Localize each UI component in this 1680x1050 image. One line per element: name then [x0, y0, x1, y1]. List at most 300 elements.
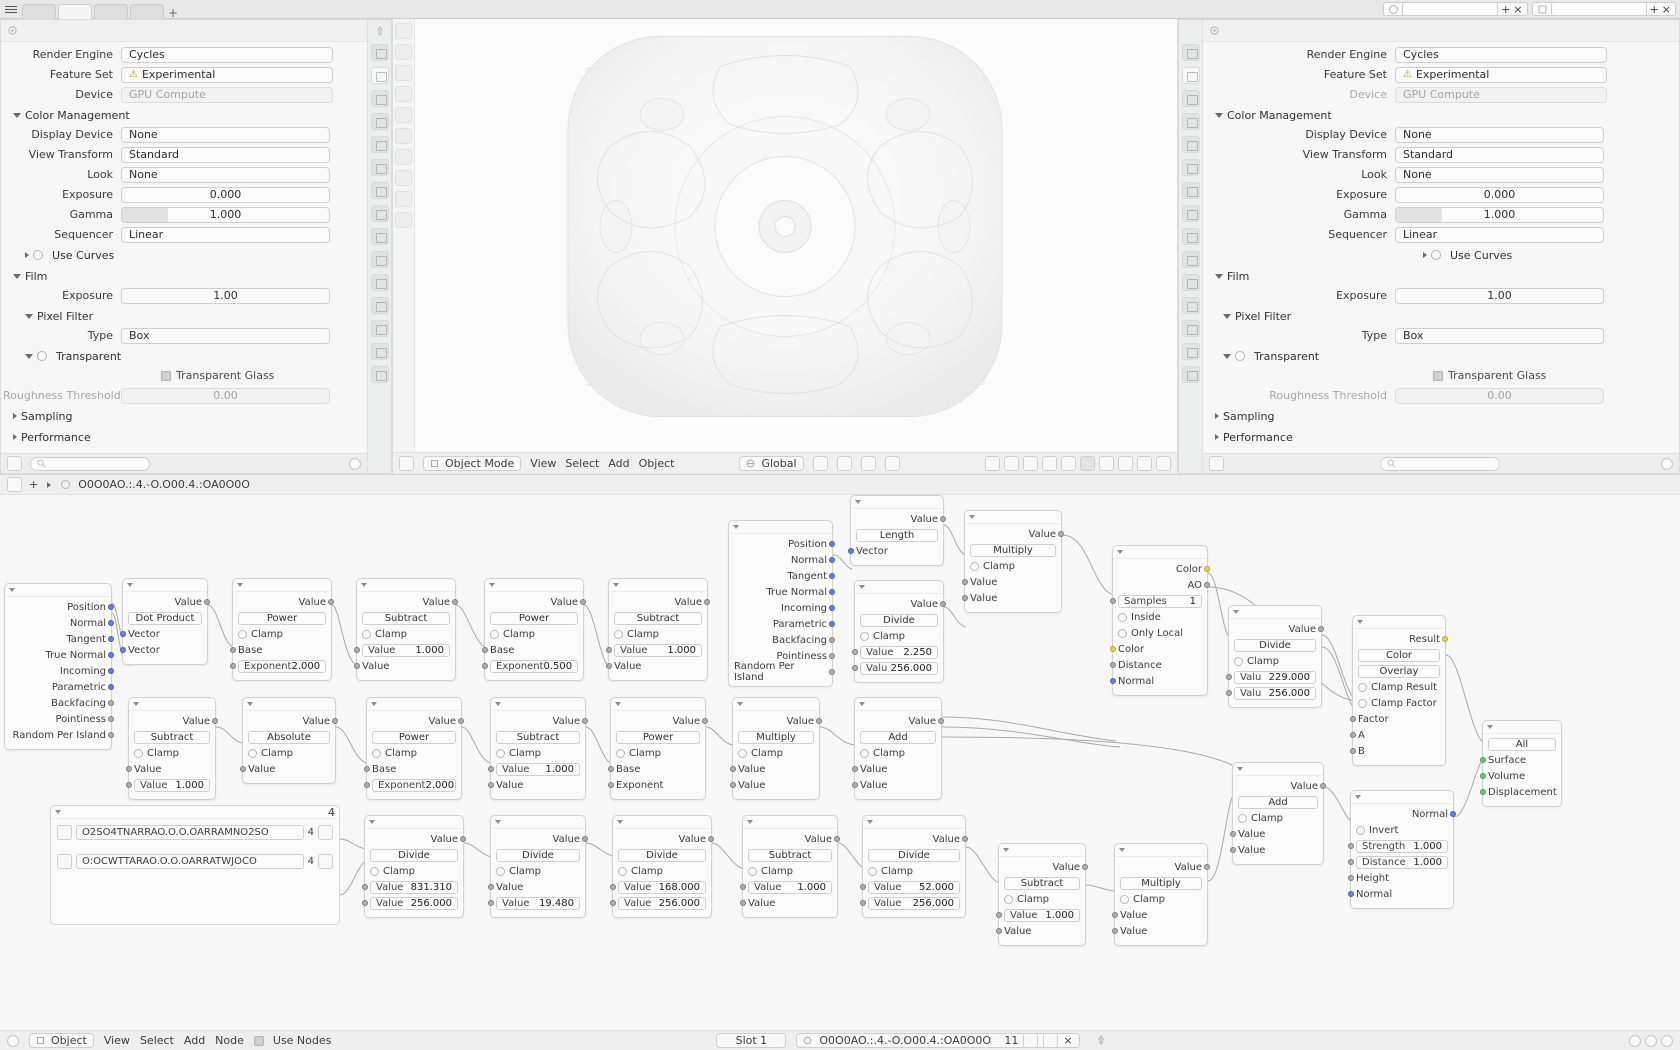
node-header[interactable]	[999, 844, 1085, 857]
node-checkbox-clamp[interactable]	[496, 746, 580, 760]
value-field[interactable]	[748, 881, 832, 894]
checkbox[interactable]	[1358, 699, 1367, 708]
input-socket[interactable]	[120, 647, 126, 653]
node-header[interactable]	[965, 511, 1061, 524]
node-header[interactable]	[123, 579, 207, 592]
checkbox[interactable]	[618, 867, 627, 876]
node-output-value[interactable]	[856, 512, 938, 526]
node-operation-dropdown[interactable]	[1238, 795, 1318, 809]
node-output-normal[interactable]	[734, 553, 827, 567]
checkbox[interactable]	[496, 749, 505, 758]
image-browse-icon[interactable]	[57, 854, 72, 869]
output-socket[interactable]	[1082, 864, 1088, 870]
roughness-threshold-slider[interactable]	[1395, 388, 1604, 404]
physics-tab-icon[interactable]	[371, 274, 389, 291]
input-socket[interactable]	[488, 782, 494, 788]
output-socket[interactable]	[704, 599, 710, 605]
scene-tab-icon[interactable]	[1182, 136, 1200, 153]
node-math_power4[interactable]	[610, 697, 706, 800]
editor-type-button[interactable]	[1209, 456, 1224, 471]
node-math_sub6[interactable]	[998, 843, 1086, 946]
view-transform-dropdown[interactable]	[1395, 147, 1604, 163]
interaction-mode-dropdown[interactable]	[423, 456, 521, 471]
input-socket[interactable]	[1480, 773, 1486, 779]
node-operation-dropdown[interactable]	[128, 611, 202, 625]
output-socket[interactable]	[829, 605, 835, 611]
transform-orientation-dropdown[interactable]	[739, 456, 803, 471]
node-operation-dropdown[interactable]	[496, 848, 580, 862]
node-input-normal[interactable]	[1118, 674, 1202, 688]
input-socket[interactable]	[860, 884, 866, 890]
node-input-displacement[interactable]	[1488, 785, 1556, 799]
node-input-vector[interactable]	[128, 643, 202, 657]
image-name-field-2[interactable]: O:OCWTTARAO.O.O.OARRATWJOCO	[76, 854, 304, 869]
shading-wireframe-icon[interactable]	[1061, 456, 1076, 471]
node-input-value[interactable]	[1238, 827, 1318, 841]
node-value-field[interactable]	[614, 643, 702, 657]
properties-options-button[interactable]	[349, 458, 361, 470]
node-header[interactable]	[851, 496, 943, 509]
node-output-value[interactable]	[738, 714, 814, 728]
node-value-field[interactable]	[860, 661, 938, 675]
pixel-filter-type-dropdown[interactable]	[121, 328, 330, 344]
node-math_sub2[interactable]	[608, 578, 708, 681]
node-checkbox-clamp[interactable]	[238, 627, 326, 641]
object-tab-icon[interactable]	[371, 205, 389, 222]
node-operation-dropdown[interactable]	[1004, 876, 1080, 890]
node-checkbox-clamp[interactable]	[248, 746, 330, 760]
value-field[interactable]	[372, 779, 456, 792]
node-input-height[interactable]	[1356, 871, 1448, 885]
chevron-down-icon[interactable]	[237, 583, 243, 587]
output-socket[interactable]	[829, 541, 835, 547]
sequencer-dropdown[interactable]	[1395, 227, 1604, 243]
input-socket[interactable]	[1350, 748, 1356, 754]
node-output-color[interactable]	[1118, 562, 1202, 576]
select-box-tool-icon[interactable]	[395, 44, 412, 60]
workspace-tab-4[interactable]	[130, 4, 164, 19]
node-operation-dropdown[interactable]	[238, 611, 326, 625]
output-socket[interactable]	[108, 652, 114, 658]
output-socket[interactable]	[452, 599, 458, 605]
shading-rendered-icon[interactable]	[1118, 456, 1133, 471]
proportional-edit-icon[interactable]	[861, 456, 876, 471]
value-field[interactable]	[490, 660, 578, 673]
output-socket[interactable]	[829, 653, 835, 659]
editor-type-button[interactable]	[7, 1035, 19, 1047]
input-socket[interactable]	[1112, 928, 1118, 934]
input-socket[interactable]	[1348, 891, 1354, 897]
node-math_add2[interactable]	[1232, 762, 1324, 865]
node-value-field[interactable]	[134, 778, 210, 792]
node-math_sub5[interactable]	[742, 815, 838, 918]
node-value-field[interactable]	[860, 645, 938, 659]
node-operation-dropdown[interactable]	[970, 543, 1056, 557]
node-header[interactable]	[729, 521, 832, 534]
tool-tab-icon[interactable]	[1182, 44, 1200, 61]
node-input-vector[interactable]	[856, 544, 938, 558]
checkbox[interactable]	[738, 749, 747, 758]
material-slot-dropdown[interactable]	[716, 1033, 786, 1048]
input-socket[interactable]	[848, 548, 854, 554]
input-socket[interactable]	[488, 884, 494, 890]
node-math_div2[interactable]	[1228, 605, 1322, 708]
node-header[interactable]	[1113, 546, 1207, 559]
node-operation-dropdown[interactable]	[860, 613, 938, 627]
node-header[interactable]	[613, 816, 711, 829]
checkbox[interactable]	[1234, 657, 1243, 666]
chevron-down-icon[interactable]	[361, 583, 367, 587]
input-socket[interactable]	[1110, 678, 1116, 684]
gamma-slider[interactable]	[1395, 207, 1604, 223]
input-socket[interactable]	[488, 766, 494, 772]
node-header[interactable]	[233, 579, 331, 592]
node-output-random-per-island[interactable]	[734, 661, 827, 683]
node-input-value[interactable]	[362, 659, 450, 673]
node-output-normal[interactable]	[1356, 807, 1448, 821]
input-socket[interactable]	[120, 631, 126, 637]
output-socket[interactable]	[829, 589, 835, 595]
checkbox[interactable]	[616, 749, 625, 758]
value-field[interactable]	[362, 644, 450, 657]
node-value-field[interactable]	[1234, 670, 1316, 684]
node-checkbox-clamp[interactable]	[618, 864, 706, 878]
input-socket[interactable]	[740, 884, 746, 890]
checkbox[interactable]	[860, 632, 869, 641]
transparent-section[interactable]	[1205, 347, 1673, 365]
input-socket[interactable]	[996, 928, 1002, 934]
workspace-tab-2[interactable]	[58, 4, 92, 19]
shading-options-icon[interactable]	[1137, 456, 1152, 471]
node-output-backfacing[interactable]	[734, 633, 827, 647]
editor-type-button[interactable]	[7, 456, 22, 471]
display-device-dropdown[interactable]	[1395, 127, 1604, 143]
checkbox[interactable]	[1238, 814, 1247, 823]
node-output-tangent[interactable]	[10, 632, 106, 646]
output-socket[interactable]	[1320, 783, 1326, 789]
node-mixrgb[interactable]	[1352, 615, 1446, 766]
input-socket[interactable]	[996, 912, 1002, 918]
node-checkbox-clamp[interactable]	[616, 746, 700, 760]
input-socket[interactable]	[730, 782, 736, 788]
node-output-tangent[interactable]	[734, 569, 827, 583]
world-tab-icon[interactable]	[1182, 159, 1200, 176]
node-value-field[interactable]	[1356, 855, 1448, 869]
value-field[interactable]	[868, 897, 960, 910]
image-browse-icon[interactable]	[57, 825, 72, 840]
value-field[interactable]	[238, 660, 326, 673]
input-socket[interactable]	[362, 900, 368, 906]
input-socket[interactable]	[1112, 912, 1118, 918]
performance-section[interactable]	[3, 428, 385, 446]
node-math_abs[interactable]	[242, 697, 336, 784]
checkbox[interactable]	[970, 562, 979, 571]
input-socket[interactable]	[962, 579, 968, 585]
workspace-tab-3[interactable]	[94, 4, 128, 19]
node-output-position[interactable]	[734, 537, 827, 551]
node-math_sub4[interactable]	[490, 697, 586, 800]
node-vecmath_dot[interactable]	[122, 578, 208, 665]
chevron-down-icon[interactable]	[855, 500, 861, 504]
object-tab-icon[interactable]	[1182, 205, 1200, 222]
checkbox[interactable]	[134, 749, 143, 758]
node-math_div3[interactable]	[364, 815, 464, 918]
view-transform-dropdown[interactable]	[121, 147, 330, 163]
input-socket[interactable]	[1350, 716, 1356, 722]
node-input-value[interactable]	[496, 778, 580, 792]
input-socket[interactable]	[606, 663, 612, 669]
node-operation-dropdown[interactable]	[496, 730, 580, 744]
checkbox[interactable]	[496, 867, 505, 876]
workspace-tab-1[interactable]	[22, 4, 56, 19]
collection-tab-icon[interactable]	[371, 182, 389, 199]
menu-node[interactable]: Node	[215, 1034, 244, 1047]
material-tab-icon[interactable]	[1182, 343, 1200, 360]
node-header[interactable]	[609, 579, 707, 592]
node-input-value[interactable]	[1120, 924, 1202, 938]
node-input-volume[interactable]	[1488, 769, 1556, 783]
input-socket[interactable]	[606, 647, 612, 653]
input-socket[interactable]	[482, 647, 488, 653]
render-engine-dropdown[interactable]	[1395, 47, 1607, 63]
node-operation-dropdown[interactable]	[868, 848, 960, 862]
tweak-tool-icon[interactable]	[395, 23, 412, 39]
sequencer-dropdown[interactable]	[121, 227, 330, 243]
chevron-down-icon[interactable]	[247, 702, 253, 706]
material-name-field[interactable]: O0O0AO.:.4.-O.O00.4.:OA0O0O	[819, 1034, 992, 1047]
options-node-icon[interactable]	[1661, 1035, 1673, 1047]
gamma-slider[interactable]	[121, 207, 330, 223]
checkbox[interactable]	[1358, 683, 1367, 692]
fake-user-icon[interactable]	[1023, 1033, 1038, 1048]
node-input-a[interactable]	[1358, 728, 1440, 742]
node-checkbox-clamp[interactable]	[370, 864, 458, 878]
node-checkbox-inside[interactable]	[1118, 610, 1202, 624]
node-checkbox-clamp[interactable]	[868, 864, 960, 878]
node-output-value[interactable]	[496, 832, 580, 846]
input-socket[interactable]	[354, 647, 360, 653]
chevron-down-icon[interactable]	[859, 585, 865, 589]
node-checkbox-clamp[interactable]	[1238, 811, 1318, 825]
input-socket[interactable]	[610, 900, 616, 906]
use-curves-section[interactable]	[1205, 246, 1673, 264]
node-output-pointiness[interactable]	[10, 712, 106, 726]
node-operation-dropdown[interactable]	[248, 730, 330, 744]
chevron-down-icon[interactable]	[1233, 610, 1239, 614]
node-output-result[interactable]	[1358, 632, 1440, 646]
node-output-value[interactable]	[1004, 860, 1080, 874]
shading-material-icon[interactable]	[1099, 456, 1114, 471]
checkbox[interactable]	[868, 867, 877, 876]
node-geom1[interactable]	[4, 583, 112, 750]
image-datablock-row-1[interactable]	[57, 825, 333, 840]
shading-solid-icon[interactable]	[1080, 456, 1095, 471]
node-checkbox-clamp[interactable]	[362, 627, 450, 641]
node-output-true-normal[interactable]	[10, 648, 106, 662]
node-output-position[interactable]	[10, 600, 106, 614]
chevron-down-icon[interactable]	[737, 702, 743, 706]
proportional-falloff-icon[interactable]	[885, 456, 900, 471]
node-value-field[interactable]	[496, 762, 580, 776]
output-socket[interactable]	[940, 516, 946, 522]
node-output-value[interactable]	[372, 714, 456, 728]
node-checkbox-clamp[interactable]	[748, 864, 832, 878]
tool-tab-icon[interactable]	[371, 44, 389, 61]
use-nodes-checkbox[interactable]	[254, 1036, 264, 1046]
value-field[interactable]	[1234, 687, 1316, 700]
input-socket[interactable]	[482, 663, 488, 669]
node-value-field[interactable]	[618, 896, 706, 910]
node-output-value[interactable]	[616, 714, 700, 728]
node-canvas[interactable]	[0, 495, 1680, 1030]
node-operation-dropdown[interactable]	[1234, 638, 1316, 652]
sampling-section[interactable]	[3, 407, 385, 425]
node-operation-dropdown[interactable]	[856, 528, 938, 542]
node-output-true-normal[interactable]	[734, 585, 827, 599]
chevron-down-icon[interactable]	[489, 583, 495, 587]
scene-selector[interactable]	[1383, 2, 1527, 16]
color-management-section[interactable]	[1205, 106, 1673, 124]
output-socket[interactable]	[708, 836, 714, 842]
remove-view-layer-icon[interactable]: ×	[1661, 2, 1671, 16]
node-operation-dropdown[interactable]	[134, 730, 210, 744]
value-field[interactable]	[618, 897, 706, 910]
node-checkbox-clamp[interactable]	[860, 746, 936, 760]
new-scene-icon[interactable]: +	[1501, 2, 1511, 16]
node-output-normal[interactable]	[10, 616, 106, 630]
node-output-value[interactable]	[1234, 622, 1316, 636]
node-value-field[interactable]	[370, 880, 458, 894]
texture-tab-icon[interactable]	[1182, 366, 1200, 383]
new-material-icon[interactable]	[1043, 1033, 1058, 1048]
value-field[interactable]	[496, 763, 580, 776]
input-socket[interactable]	[1348, 859, 1354, 865]
output-socket[interactable]	[212, 718, 218, 724]
checkbox[interactable]	[1118, 613, 1127, 622]
menu-add[interactable]: Add	[183, 1034, 206, 1047]
node-output-value[interactable]	[970, 527, 1056, 541]
node-header[interactable]	[733, 698, 819, 711]
output-socket[interactable]	[108, 700, 114, 706]
transparent-glass-checkbox[interactable]	[1433, 371, 1443, 381]
value-field[interactable]	[614, 644, 702, 657]
chevron-down-icon[interactable]	[613, 583, 619, 587]
output-socket[interactable]	[1450, 811, 1456, 817]
node-output-incoming[interactable]	[10, 664, 106, 678]
checkbox[interactable]	[1356, 826, 1365, 835]
node-math_mult1[interactable]	[964, 510, 1062, 613]
properties-search-input[interactable]	[30, 457, 150, 471]
exposure-slider[interactable]	[1395, 187, 1604, 203]
node-operation-dropdown[interactable]	[1120, 876, 1202, 890]
node-header[interactable]	[243, 698, 335, 711]
input-socket[interactable]	[1230, 847, 1236, 853]
node-operation-dropdown[interactable]	[738, 730, 814, 744]
overlays-toggle-icon[interactable]	[1023, 456, 1038, 471]
chevron-down-icon[interactable]	[969, 515, 975, 519]
particles-tab-icon[interactable]	[371, 251, 389, 268]
pause-render-icon[interactable]	[1156, 456, 1171, 471]
output-tab-icon[interactable]	[371, 90, 389, 107]
transparent-glass-row[interactable]	[1205, 367, 1673, 384]
node-value-field[interactable]	[362, 643, 450, 657]
node-header[interactable]	[367, 698, 461, 711]
node-header[interactable]	[855, 581, 943, 594]
checkbox[interactable]	[1120, 895, 1129, 904]
menu-view[interactable]: View	[103, 1034, 130, 1047]
node-output-value[interactable]	[238, 595, 326, 609]
node-value-field[interactable]	[618, 880, 706, 894]
node-value-field[interactable]	[1234, 686, 1316, 700]
node-output-value[interactable]	[1238, 779, 1318, 793]
input-socket[interactable]	[962, 595, 968, 601]
modifier-tab-icon[interactable]	[371, 228, 389, 245]
output-socket[interactable]	[108, 684, 114, 690]
node-output-value[interactable]	[134, 714, 210, 728]
chevron-down-icon[interactable]	[747, 820, 753, 824]
chevron-down-icon[interactable]	[867, 820, 873, 824]
unlink-material-icon[interactable]: ×	[1063, 1034, 1073, 1047]
node-output-incoming[interactable]	[734, 601, 827, 615]
unlink-scene-icon[interactable]: ×	[1513, 2, 1523, 16]
input-socket[interactable]	[126, 766, 132, 772]
node-output-value[interactable]	[860, 597, 938, 611]
device-dropdown[interactable]	[1395, 87, 1607, 103]
node-checkbox-clamp[interactable]	[1234, 654, 1316, 668]
value-field[interactable]	[868, 881, 960, 894]
node-operation-dropdown[interactable]	[618, 848, 706, 862]
node-input-value[interactable]	[1238, 843, 1318, 857]
output-socket[interactable]	[702, 718, 708, 724]
output-socket[interactable]	[829, 557, 835, 563]
output-socket[interactable]	[108, 668, 114, 674]
view-layer-tab-icon[interactable]	[1182, 113, 1200, 130]
image-unlink-icon[interactable]	[318, 825, 333, 840]
output-socket[interactable]	[582, 836, 588, 842]
value-field[interactable]	[1234, 671, 1316, 684]
particles-tab-icon[interactable]	[1182, 251, 1200, 268]
node-math_add1[interactable]	[854, 697, 942, 800]
chevron-down-icon[interactable]	[733, 525, 739, 529]
image-unlink-icon[interactable]	[318, 854, 333, 869]
node-header[interactable]	[855, 698, 941, 711]
node-input-value[interactable]	[970, 575, 1056, 589]
image-name-field-1[interactable]: O2SO4TNARRAO.O.O.OARRAMNO2SO	[76, 825, 304, 840]
node-checkbox-clamp[interactable]	[738, 746, 814, 760]
value-field[interactable]	[370, 897, 458, 910]
render-tab-icon[interactable]	[1182, 67, 1200, 84]
constraints-tab-icon[interactable]	[1182, 297, 1200, 314]
scene-name-field[interactable]	[1402, 2, 1498, 16]
exposure-slider[interactable]	[121, 187, 330, 203]
value-field[interactable]	[370, 881, 458, 894]
output-socket[interactable]	[938, 718, 944, 724]
node-input-base[interactable]	[372, 762, 456, 776]
add-cube-tool-icon[interactable]	[395, 212, 412, 228]
image-texture-node-group[interactable]	[50, 805, 340, 925]
node-checkbox-invert[interactable]	[1356, 823, 1448, 837]
transform-tool-icon[interactable]	[395, 149, 412, 165]
look-dropdown[interactable]	[121, 167, 330, 183]
input-socket[interactable]	[730, 766, 736, 772]
add-node-icon[interactable]: +	[29, 478, 39, 491]
menu-icon[interactable]	[0, 1, 22, 18]
output-socket[interactable]	[108, 716, 114, 722]
chevron-down-icon[interactable]	[495, 702, 501, 706]
film-exposure-slider[interactable]	[121, 288, 330, 304]
chevron-down-icon[interactable]	[133, 702, 139, 706]
film-exposure-slider[interactable]	[1395, 288, 1604, 304]
